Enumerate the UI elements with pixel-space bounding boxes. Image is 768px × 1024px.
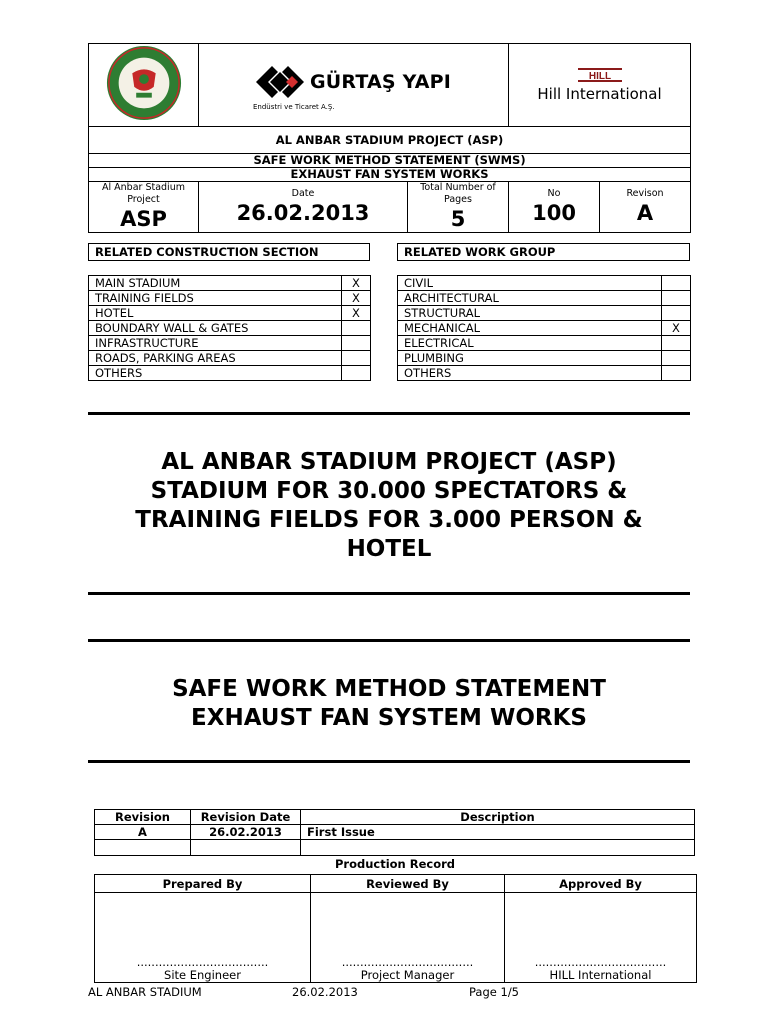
description-cell: First Issue — [301, 825, 695, 840]
construction-label: HOTEL — [89, 306, 342, 321]
field-revision-label: Revison — [626, 188, 664, 199]
work-group-label: CIVIL — [398, 276, 662, 291]
gurtas-logo-cell — [199, 44, 509, 127]
construction-label: BOUNDARY WALL & GATES — [89, 321, 342, 336]
field-pages-value: 5 — [450, 207, 466, 231]
swms-title-line: EXHAUST FAN SYSTEM WORKS — [191, 705, 587, 731]
production-record-table — [94, 874, 697, 983]
revision-table — [94, 809, 695, 856]
field-no-value: 100 — [532, 201, 576, 225]
revision-cell — [95, 840, 191, 856]
revision-date-cell — [191, 840, 301, 856]
description-cell — [301, 840, 695, 856]
divider-rule — [88, 760, 690, 763]
reviewed-by-header: Reviewed By — [311, 875, 505, 893]
main-title-line: HOTEL — [346, 536, 432, 562]
revision-date-header: Revision Date — [191, 810, 301, 825]
construction-mark: X — [342, 306, 371, 321]
field-pages-label: Total Number of Pages — [420, 182, 496, 205]
field-project — [89, 182, 199, 233]
revision-header: Revision — [95, 810, 191, 825]
document-header — [88, 43, 691, 233]
work-group-label: ARCHITECTURAL — [398, 291, 662, 306]
swms-title-line: SAFE WORK METHOD STATEMENT — [172, 676, 606, 702]
signature-row — [95, 893, 697, 983]
field-date — [199, 182, 408, 233]
work-group-mark: X — [662, 321, 691, 336]
construction-mark: X — [342, 276, 371, 291]
table-row — [398, 306, 691, 321]
work-group-label: OTHERS — [398, 366, 662, 381]
field-revision — [600, 182, 691, 233]
gurtas-subtitle: Endüstri ve Ticaret A.Ş. — [253, 103, 335, 111]
construction-label: MAIN STADIUM — [89, 276, 342, 291]
work-group-label: MECHANICAL — [398, 321, 662, 336]
signature-line: .................................... — [534, 955, 667, 969]
swms-title: SAFE WORK METHOD STATEMENT (SWMS) — [89, 154, 691, 168]
construction-label: OTHERS — [89, 366, 342, 381]
work-title: EXHAUST FAN SYSTEM WORKS — [89, 168, 691, 182]
divider-rule — [88, 639, 690, 642]
table-row — [89, 291, 371, 306]
field-date-value: 26.02.2013 — [236, 201, 370, 225]
approved-by-header: Approved By — [505, 875, 697, 893]
construction-mark — [342, 351, 371, 366]
revision-date-cell: 26.02.2013 — [191, 825, 301, 840]
work-group-mark — [662, 336, 691, 351]
work-group-label: ELECTRICAL — [398, 336, 662, 351]
work-group-mark — [662, 291, 691, 306]
construction-section-table — [88, 275, 371, 381]
swms-main-title — [88, 675, 690, 733]
table-header-row — [95, 875, 697, 893]
reviewed-by-signature — [311, 893, 505, 983]
prepared-by-header: Prepared By — [95, 875, 311, 893]
table-row — [398, 351, 691, 366]
construction-mark: X — [342, 291, 371, 306]
work-group-mark — [662, 276, 691, 291]
hill-mark-icon — [577, 67, 623, 83]
gurtas-diamond-icon — [256, 59, 304, 105]
description-header: Description — [301, 810, 695, 825]
construction-section-header: RELATED CONSTRUCTION SECTION — [88, 243, 370, 261]
table-row — [95, 840, 695, 856]
field-project-value: ASP — [120, 207, 167, 231]
table-row — [89, 321, 371, 336]
work-group-table — [397, 275, 691, 381]
table-row — [398, 336, 691, 351]
signature-line: .................................... — [341, 955, 474, 969]
field-pages — [408, 182, 509, 233]
construction-mark — [342, 336, 371, 351]
table-row — [89, 276, 371, 291]
construction-label: ROADS, PARKING AREAS — [89, 351, 342, 366]
work-group-mark — [662, 306, 691, 321]
field-no — [509, 182, 600, 233]
prepared-by-role: Site Engineer — [164, 968, 241, 982]
table-row — [398, 276, 691, 291]
construction-label: INFRASTRUCTURE — [89, 336, 342, 351]
construction-mark — [342, 366, 371, 381]
work-group-mark — [662, 366, 691, 381]
project-title: AL ANBAR STADIUM PROJECT (ASP) — [89, 127, 691, 154]
main-title-line: TRAINING FIELDS FOR 3.000 PERSON & — [135, 507, 643, 533]
main-title-line: AL ANBAR STADIUM PROJECT (ASP) — [161, 449, 617, 475]
hill-name: Hill International — [537, 85, 662, 103]
table-row — [398, 291, 691, 306]
gurtas-name: GÜRTAŞ YAPI — [309, 71, 452, 93]
work-group-label: STRUCTURAL — [398, 306, 662, 321]
field-date-label: Date — [291, 188, 315, 199]
hill-mark-text: HILL — [588, 71, 611, 82]
table-row — [398, 366, 691, 381]
table-header-row — [95, 810, 695, 825]
signature-line: .................................... — [136, 955, 269, 969]
main-title-line: STADIUM FOR 30.000 SPECTATORS & — [150, 478, 628, 504]
field-no-label: No — [547, 188, 561, 199]
divider-rule — [88, 412, 690, 415]
ministry-seal-icon — [105, 44, 183, 122]
table-row — [89, 351, 371, 366]
reviewed-by-role: Project Manager — [360, 968, 455, 982]
table-row — [89, 336, 371, 351]
gurtas-logo — [199, 59, 508, 105]
construction-label: TRAINING FIELDS — [89, 291, 342, 306]
work-group-label: PLUMBING — [398, 351, 662, 366]
production-record-title: Production Record — [334, 857, 456, 871]
table-row — [95, 825, 695, 840]
revision-cell: A — [95, 825, 191, 840]
divider-rule — [88, 592, 690, 595]
field-project-label: Al Anbar Stadium Project — [102, 182, 185, 205]
construction-mark — [342, 321, 371, 336]
field-revision-value: A — [636, 201, 654, 225]
approved-by-signature — [505, 893, 697, 983]
table-row — [398, 321, 691, 336]
table-row — [89, 306, 371, 321]
work-group-header: RELATED WORK GROUP — [397, 243, 690, 261]
main-title — [88, 448, 690, 564]
approved-by-role: HILL International — [549, 968, 652, 982]
seal-logo-cell — [89, 44, 199, 127]
footer-date: 26.02.2013 — [292, 985, 358, 999]
hill-logo-cell — [509, 44, 691, 127]
prepared-by-signature — [95, 893, 311, 983]
table-row — [89, 366, 371, 381]
footer-project: AL ANBAR STADIUM — [88, 985, 202, 999]
footer-page-number: Page 1/5 — [469, 985, 520, 999]
work-group-mark — [662, 351, 691, 366]
